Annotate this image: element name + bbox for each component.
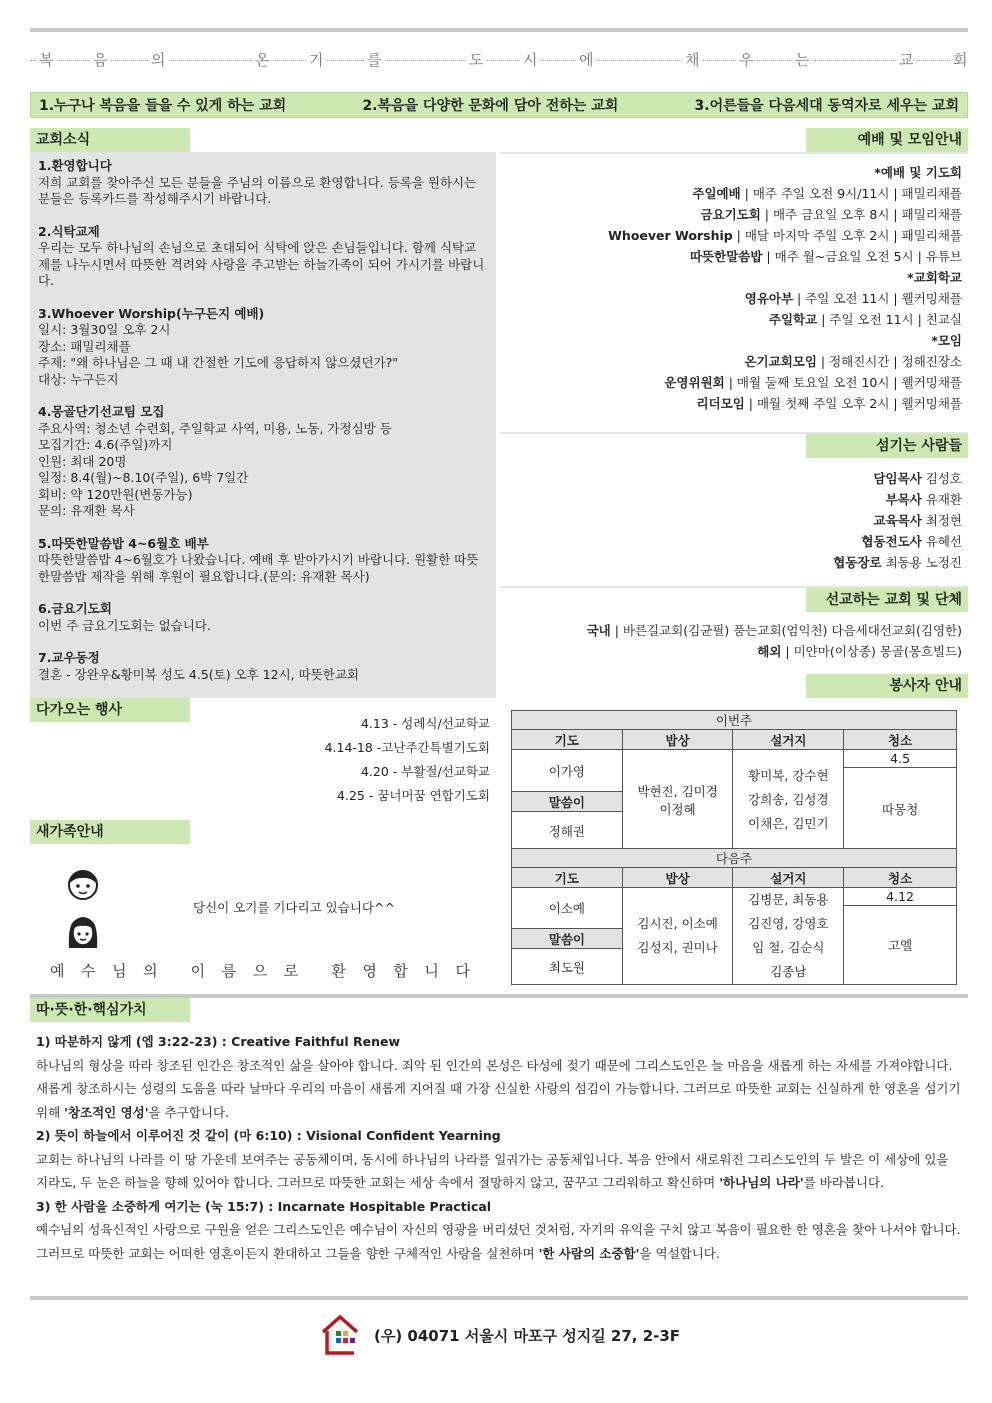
- word-person: 최도원: [512, 949, 623, 985]
- volunteers-next-week: [511, 848, 957, 985]
- missions-list: [500, 620, 962, 662]
- schedule-info: | 매주 주일 오전 9시/11시 | 패밀리채플: [740, 186, 962, 201]
- core-value-body: [36, 1054, 962, 1125]
- welcome-char: 수: [81, 962, 96, 980]
- core-body-text: 교회는 하나님의 나라를 이 땅 가운데 보여주는 공동체이며, 동시에 하나님의 나라를 일궈가는 공동체입니다. 복음 안에서 새로워진 그리스도인의 두 발은 이 세상에 있을 지라도, 두 눈은 하늘을 향해 있어야 합니다. 그러므로 따뜻한 교회는 세상 속에서 절망하지 않고, 꿈꾸고 그리워하고 확신하며: [36, 1151, 949, 1190]
- volunteer-name: 이정혜: [659, 801, 696, 817]
- motto-char: 는: [792, 48, 813, 72]
- word-label: 말씀이: [512, 792, 623, 812]
- meal-team: [622, 888, 733, 985]
- news-line: 문의: 유재환 목사: [38, 503, 135, 518]
- core-body-emphasis: '하나님의 나라': [719, 1175, 804, 1190]
- events-list: [300, 712, 490, 808]
- schedule-info: | 주일 오전 11시 | 웰커밍채플: [793, 291, 962, 306]
- schedule-name: 주일학교: [768, 312, 818, 327]
- col-prayer: 기도: [512, 730, 623, 750]
- motto-char: 음: [90, 48, 111, 72]
- news-title: 1.환영합니다: [38, 158, 112, 173]
- word-label: 말씀이: [512, 929, 623, 949]
- dish-team: [733, 750, 844, 850]
- schedule-name: 영유아부: [744, 291, 794, 306]
- core-value-title: 2) 뜻이 하늘에서 이루어진 것 같이 (마 6:10) : Visional Confident Yearning: [36, 1128, 501, 1143]
- core-body-tail: 을 역설합니다.: [639, 1245, 720, 1261]
- value-2: 2.복음을 다양한 문화에 담아 전하는 교회: [362, 98, 619, 114]
- mission-label: 국내: [586, 623, 611, 638]
- news-line: 우리는 모두 하나님의 손님으로 초대되어 식탁에 앉은 손님들입니다. 함께 식탁교제를 나누시면서 따뜻한 격려와 사랑을 주고받는 하늘가족이 되어 가시기를 바랍니다.: [38, 240, 485, 288]
- news-title: 6.금요기도회: [38, 601, 112, 616]
- welcome-char: 로: [283, 962, 299, 980]
- news-item: [38, 650, 488, 683]
- welcome-char: 영: [362, 962, 377, 980]
- church-logo-icon: [320, 1314, 360, 1356]
- welcome-line: [50, 960, 470, 981]
- motto-char: 기: [306, 48, 327, 72]
- event-item: 4.14-18 -고난주간특별기도회: [324, 740, 490, 755]
- news-line: 일정: 8.4(월)~8.10(주일), 6박 7일간: [38, 470, 249, 485]
- schedule-category: *교회학교: [907, 270, 962, 285]
- schedule-row: [500, 372, 962, 393]
- col-meal: 밥상: [622, 730, 733, 750]
- next-week-title: 다음주: [512, 849, 957, 868]
- news-header-spacer: [190, 128, 500, 152]
- news-line: 주요사역: 청소년 수련회, 주일학교 사역, 미용, 노동, 가정심방 등: [38, 420, 392, 436]
- clean-date: 4.5: [844, 750, 957, 768]
- schedule-row: [500, 246, 962, 267]
- welcome-message: 당신이 오기를 기다리고 있습니다^^: [193, 900, 395, 915]
- servant-row: [500, 552, 962, 573]
- mission-row: [500, 620, 962, 641]
- value-3: 3.어른들을 다음세대 동역자로 세우는 교회: [694, 98, 959, 114]
- news-item: [38, 404, 488, 520]
- value-1: 1.누구나 복음을 들을 수 있게 하는 교회: [39, 98, 287, 114]
- this-week-title: 이번주: [512, 711, 957, 730]
- news-item: [38, 306, 488, 389]
- volunteer-name: 김성지, 권미나: [637, 940, 718, 955]
- col-prayer: 기도: [512, 868, 623, 888]
- core-body-tail: 를 바라봅니다.: [803, 1175, 885, 1190]
- welcome-char: 이: [190, 962, 206, 980]
- volunteers-header: 봉사자 안내: [806, 674, 968, 698]
- schedule-row: [500, 288, 962, 309]
- servant-row: [500, 468, 962, 489]
- schedule-info: | 매달 마지막 주일 오후 2시 | 패밀리채플: [732, 228, 962, 243]
- worship-schedule: [500, 162, 962, 414]
- news-item: [38, 158, 488, 208]
- schedule-name: 따뜻한말씀밥: [689, 249, 763, 264]
- news-title: 3.Whoever Worship(누구든지 예배): [38, 305, 265, 321]
- core-value-title: 1) 따분하지 않게 (엡 3:22-23) : Creative Faithful Renew: [36, 1034, 401, 1049]
- motto-char: 온: [252, 48, 273, 72]
- news-line: 대상: 누구든지: [38, 371, 119, 387]
- volunteer-name: 김시진, 이소예: [637, 916, 718, 931]
- col-meal: 밥상: [622, 868, 733, 888]
- servant-role: 부목사: [885, 492, 922, 507]
- servant-name: 최정현: [921, 513, 962, 528]
- motto-char: 의: [148, 48, 169, 72]
- volunteer-name: 박현진, 김미경: [637, 783, 718, 799]
- volunteer-name: 황미복, 강수현: [748, 767, 829, 783]
- servants-header: 섬기는 사람들: [806, 434, 968, 458]
- news-line: 저희 교회를 찾아주신 모든 분들을 주님의 이름으로 환영합니다. 등록을 원하시는 분들은 등록카드를 작성해주시기 바랍니다.: [38, 174, 477, 206]
- core-values: [36, 1030, 962, 1265]
- word-person: 정해권: [512, 812, 623, 850]
- mission-row: [500, 641, 962, 662]
- church-motto: [30, 48, 968, 72]
- event-item: 4.13 - 성례식/선교학교: [360, 716, 490, 731]
- mission-label: 해외: [757, 644, 782, 659]
- welcome-char: 합: [393, 962, 408, 980]
- volunteer-name: 강희송, 김성경: [748, 791, 829, 807]
- schedule-row: [500, 225, 962, 246]
- motto-char: 를: [364, 48, 385, 72]
- news-header: 교회소식: [30, 128, 190, 152]
- servant-row: [500, 531, 962, 552]
- news-line: 모집기간: 4.6(주일)까지: [38, 437, 173, 452]
- welcome-char: 다: [455, 962, 470, 980]
- motto-char: 에: [576, 48, 597, 72]
- schedule-name: 주일예배: [692, 186, 741, 201]
- news-line: 인원: 최대 20명: [38, 453, 127, 469]
- missions-header: 선교하는 교회 및 단체: [806, 588, 968, 612]
- schedule-info: | 매월 첫째 주일 오후 2시 | 웰커밍채플: [744, 396, 962, 411]
- dish-team: [733, 888, 844, 985]
- clean-date: 4.12: [844, 888, 957, 906]
- motto-char: 복: [36, 48, 57, 72]
- event-item: 4.20 - 부활절/선교학교: [360, 764, 490, 779]
- welcome-char: 으: [252, 962, 268, 980]
- news-line: 장소: 패밀리채플: [38, 338, 131, 354]
- news-line: 회비: 약 120만원(변동가능): [38, 486, 193, 502]
- core-value-title: 3) 한 사람을 소중하게 여기는 (눅 15:7) : Incarnate Hospitable Practical: [36, 1198, 492, 1214]
- schedule-name: 운영위원회: [664, 375, 725, 390]
- mission-text: | 미얀마(이상종) 몽골(몽흐빌드): [781, 644, 962, 659]
- schedule-info: | 매월 둘째 토요일 오전 10시 | 웰커밍채플: [724, 375, 962, 390]
- event-item: 4.25 - 꿈너머꿈 연합기도회: [337, 788, 490, 803]
- motto-char: 교: [896, 48, 917, 72]
- welcome-char: 름: [221, 962, 237, 980]
- core-value-body: [36, 1218, 962, 1265]
- volunteer-name: 임 철, 김순식: [752, 940, 825, 955]
- motto-char: 회: [950, 48, 971, 72]
- servant-row: [500, 489, 962, 510]
- servant-role: 협동전도사: [861, 534, 922, 549]
- schedule-info: | 매주 금요일 오후 8시 | 패밀리채플: [760, 207, 962, 222]
- schedule-name: 금요기도회: [700, 207, 761, 222]
- motto-char: 채: [682, 48, 703, 72]
- servants-list: [500, 468, 962, 573]
- news-title: 7.교우동정: [38, 650, 100, 665]
- newcomers-header: 새가족안내: [30, 820, 190, 844]
- schedule-name: Whoever Worship: [608, 228, 733, 243]
- meal-team: [622, 750, 733, 850]
- worship-divider: [500, 152, 968, 154]
- welcome-char: 예: [50, 962, 65, 980]
- top-rule: [30, 28, 968, 32]
- col-dish: 설거지: [733, 730, 844, 750]
- news-title: 5.따뜻한말씀밥 4~6월호 배부: [38, 535, 209, 551]
- clean-team: 따몽청: [844, 768, 957, 850]
- servant-role: 교육목사: [873, 513, 922, 528]
- schedule-name: 리더모임: [696, 396, 745, 411]
- volunteer-name: 이채은, 김민기: [748, 815, 829, 831]
- schedule-name: 온기교회모임: [744, 354, 817, 369]
- schedule-row: [500, 183, 962, 204]
- core-value-body: [36, 1148, 962, 1195]
- news-line: 결혼 - 장완우&황미복 성도 4.5(토) 오후 12시, 따뜻한교회: [38, 666, 360, 682]
- schedule-info: | 주일 오전 11시 | 친교실: [817, 312, 962, 327]
- col-clean: 청소: [844, 730, 957, 750]
- motto-char: 도: [466, 48, 487, 72]
- servant-name: 최동용 노정진: [881, 555, 962, 570]
- schedule-category: *예배 및 기도회: [874, 165, 962, 180]
- prayer-person: 이소예: [512, 888, 623, 929]
- servant-name: 김성호: [921, 471, 962, 486]
- servant-role: 담임목사: [873, 471, 922, 486]
- news-line: 일시: 3월30일 오후 2시: [38, 322, 171, 337]
- schedule-row: [500, 351, 962, 372]
- servant-name: 유재환: [921, 492, 962, 507]
- servant-row: [500, 510, 962, 531]
- servant-role: 협동장로: [833, 555, 882, 570]
- girl-icon: [66, 914, 100, 950]
- col-dish: 설거지: [733, 868, 844, 888]
- schedule-row: [500, 393, 962, 414]
- welcome-char: 니: [424, 962, 439, 980]
- news-line: 따뜻한말씀밥 4~6월호가 나왔습니다. 예배 후 받아가시기 바랍니다. 원활한 따뜻한말씀밥 제작을 위해 후원이 필요합니다.(문의: 유재환 목사): [38, 552, 479, 584]
- welcome-char: 님: [112, 962, 127, 980]
- core-header: 따·뜻·한·핵심가치: [30, 998, 190, 1022]
- bottom-rule: [30, 1296, 968, 1300]
- footer: [320, 1310, 720, 1360]
- core-body-text: 예수님의 성육신적인 사랑으로 구원을 얻은 그리스도인은 예수님이 자신의 영광을 버리셨던 것처럼, 자기의 유익을 구치 않고 복음이 필요한 한 영혼을 찾아 나서야 합니다. 그러므로 따뜻한 교회는 어떠한 영혼이든지 환대하고 그들을 향한 구체적인 사랑을 실천하며: [36, 1222, 961, 1261]
- welcome-char: 환: [331, 962, 346, 980]
- volunteer-name: 김병문, 최동용: [748, 892, 829, 907]
- core-body-emphasis: '창조적인 영성': [64, 1104, 149, 1120]
- motto-char: 우: [736, 48, 757, 72]
- core-body-text: 하나님의 형상을 따라 창조된 인간은 창조적인 삶을 살아야 합니다. 죄악 된 인간의 본성은 타성에 젖기 때문에 그리스도인은 늘 마음을 새롭게 하는 자세를 가져야합니다. 새롭게 창조하시는 성령의 도움을 따라 날마다 우리의 마음이 새롭게 지어질 때 가장 신실한 사랑의 섬김이 가능합니다. 그러므로 따뜻한 교회는 신실하게 한 영혼을 섬기기 위해: [36, 1057, 961, 1120]
- footer-address: (우) 04071 서울시 마포구 성지길 27, 2-3F: [374, 1326, 681, 1345]
- worship-header: 예배 및 모임안내: [806, 128, 968, 152]
- news-item: [38, 536, 488, 586]
- schedule-info: | 매주 월~금요일 오전 5시 | 유튜브: [762, 249, 962, 264]
- news-line: 이번 주 금요기도회는 없습니다.: [38, 617, 211, 633]
- boy-icon: [66, 868, 100, 902]
- schedule-category: *모임: [931, 333, 962, 348]
- motto-char: 시: [520, 48, 541, 72]
- servant-name: 유혜선: [921, 534, 962, 549]
- schedule-row: [500, 204, 962, 225]
- news-line: 주제: "왜 하나님은 그 때 내 간절한 기도에 응답하지 않으셨던가?": [38, 355, 398, 370]
- mission-text: | 바른길교회(김균필) 품는교회(엄익천) 다음세대선교회(김영한): [610, 623, 962, 638]
- news-title: 4.몽골단기선교팀 모집: [38, 404, 165, 419]
- values-banner: [30, 92, 968, 118]
- col-clean: 청소: [844, 868, 957, 888]
- news-title: 2.식탁교제: [38, 223, 100, 239]
- events-header: 다가오는 행사: [30, 698, 190, 722]
- volunteers-this-week: [511, 710, 957, 850]
- volunteer-name: 김진영, 강영호: [748, 916, 829, 931]
- schedule-info: | 정해진시간 | 정해진장소: [816, 354, 962, 369]
- clean-team: 고엘: [844, 906, 957, 985]
- welcome-char: 의: [143, 962, 158, 980]
- news-item: [38, 601, 488, 634]
- news-item: [38, 224, 488, 290]
- core-body-tail: 을 추구합니다.: [148, 1104, 229, 1120]
- schedule-row: [500, 309, 962, 330]
- core-body-emphasis: '한 사람의 소중함': [538, 1245, 640, 1261]
- prayer-person: 이가영: [512, 750, 623, 792]
- volunteer-name: 김종남: [770, 964, 807, 979]
- news-section: [30, 152, 496, 698]
